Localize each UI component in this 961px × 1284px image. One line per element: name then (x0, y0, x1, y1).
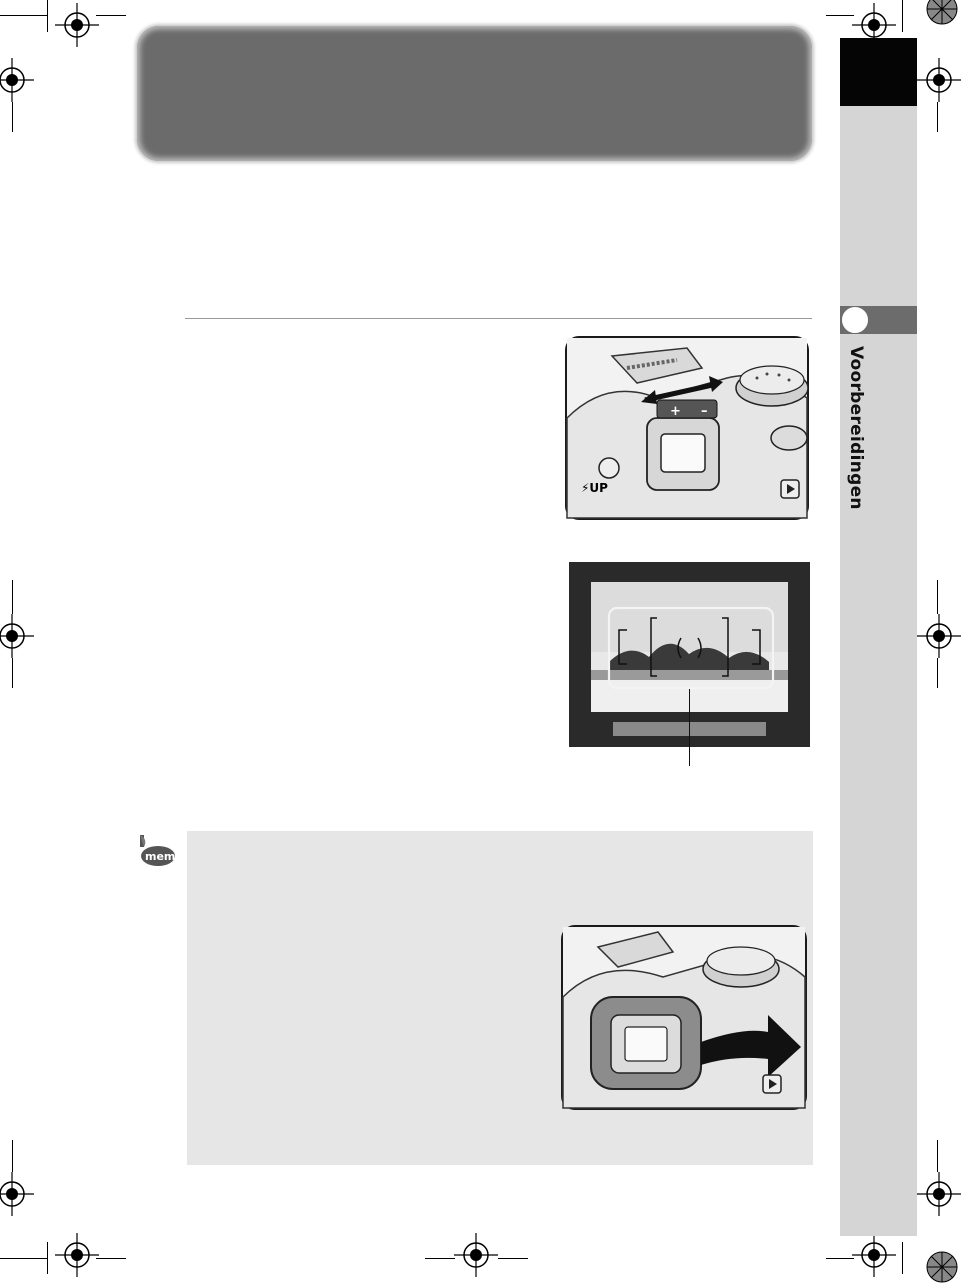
chapter-label: Voorbereidingen (846, 346, 866, 510)
registration-mark-left-upper (0, 58, 34, 102)
trim-line (12, 1140, 13, 1172)
diopter-adjust-figure (565, 336, 809, 520)
chapter-number-circle (841, 306, 869, 334)
registration-mark-top-left (55, 3, 99, 47)
memo-icon (134, 833, 183, 869)
diopter-plus-label: + (670, 404, 681, 419)
registration-mark-right-middle (917, 614, 961, 658)
trim-line (937, 580, 938, 614)
trim-line (937, 658, 938, 688)
camera-back-illustration (567, 338, 807, 518)
trim-line (425, 1258, 455, 1259)
trim-line (902, 1242, 903, 1274)
registration-mark-bottom-left (55, 1233, 99, 1277)
trim-line (937, 1140, 938, 1172)
flash-up-label: ⚡UP (581, 481, 608, 495)
callout-line (689, 689, 690, 766)
color-target-top-right (925, 0, 959, 26)
trim-line (12, 102, 13, 132)
trim-line (12, 658, 13, 688)
eyecup-removal-figure (561, 925, 807, 1110)
registration-mark-bottom-right (852, 1233, 896, 1277)
memo-icon-text: memo (145, 850, 183, 863)
trim-line (12, 580, 13, 614)
eyecup-illustration (563, 927, 805, 1108)
registration-mark-right-lower (917, 1172, 961, 1216)
trim-line (937, 102, 938, 132)
chapter-side-tab (840, 38, 917, 1236)
section-divider (185, 318, 812, 319)
trim-line (96, 15, 126, 16)
registration-mark-right-upper (917, 58, 961, 102)
trim-line (0, 1258, 48, 1259)
chapter-tab-block (840, 38, 917, 106)
diopter-minus-label: – (701, 404, 708, 419)
registration-mark-bottom-center (454, 1233, 498, 1277)
section-title-banner (137, 26, 812, 161)
registration-mark-left-lower (0, 1172, 34, 1216)
trim-line (47, 0, 48, 32)
trim-line (96, 1258, 126, 1259)
trim-line (826, 1258, 854, 1259)
trim-line (826, 15, 854, 16)
color-target-bottom-right (925, 1250, 959, 1284)
registration-mark-left-middle (0, 614, 34, 658)
trim-line (0, 15, 48, 16)
trim-line (902, 0, 903, 32)
trim-line (47, 1242, 48, 1274)
trim-line (498, 1258, 528, 1259)
